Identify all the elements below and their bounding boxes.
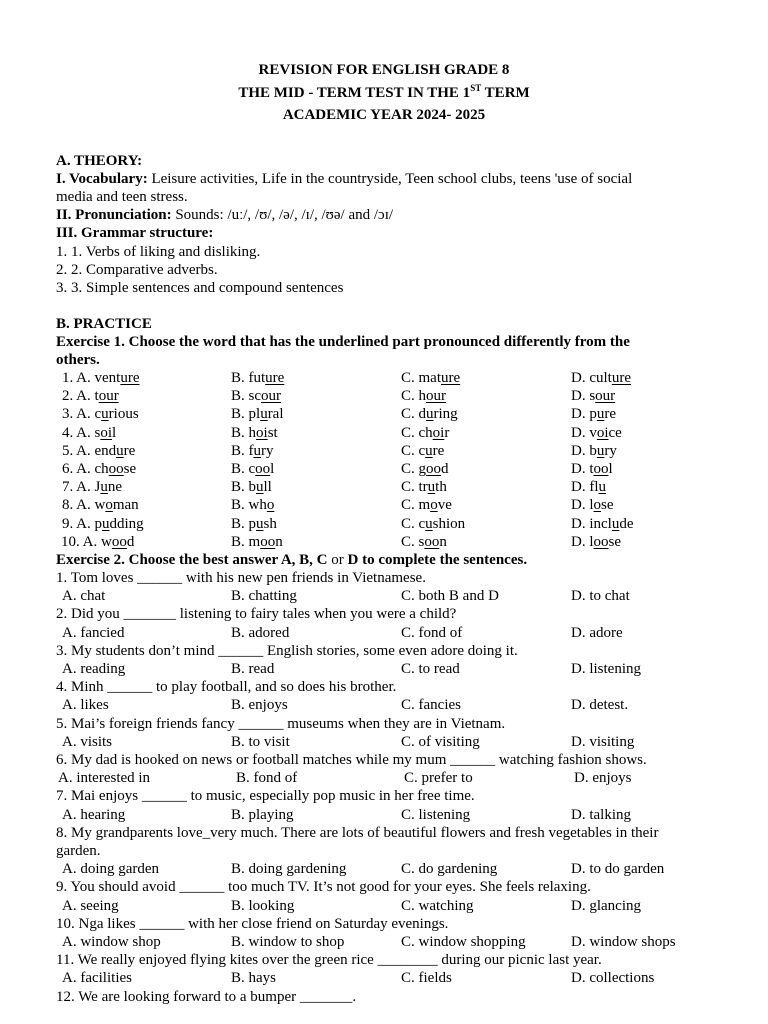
- option-text: 6. A. ch: [62, 461, 109, 477]
- exercise1-option: [231, 533, 283, 551]
- answer-option: D. enjoys: [574, 770, 632, 787]
- option-text: C. m: [401, 497, 431, 514]
- option-text-tail: ll: [263, 479, 272, 496]
- exercise2-title-part1: Exercise 2. Choose the best answer A, B, C: [56, 552, 328, 568]
- option-text: C. h: [401, 388, 427, 405]
- doc-title-line3: ACADEMIC YEAR 2024- 2025: [282, 107, 486, 123]
- underlined-part: u: [256, 515, 264, 532]
- underlined-part: u: [100, 479, 108, 496]
- exercise1-option: [401, 496, 452, 514]
- question-text: 11. We really enjoyed flying kites over the green rice ________ during our picnic last year.: [56, 952, 602, 969]
- underlined-part: oo: [593, 533, 609, 550]
- option-text: 1. A. vent: [62, 370, 121, 386]
- underlined-part: ure: [265, 370, 285, 386]
- exercise1-option: [571, 387, 615, 405]
- underlined-part: our: [426, 388, 447, 405]
- option-text-tail: l: [270, 461, 275, 477]
- option-text-tail: re: [604, 406, 616, 423]
- answer-option: C. fields: [401, 970, 452, 987]
- exercise1-option: [62, 515, 144, 533]
- question-text-cont: garden.: [56, 843, 101, 859]
- underlined-part: ure: [120, 370, 140, 386]
- option-text: B. sc: [231, 388, 261, 405]
- grammar-item: 1. 1. Verbs of liking and disliking.: [56, 244, 261, 260]
- exercise1-option: [401, 424, 449, 442]
- exercise1-option: [231, 387, 281, 405]
- question-text: 10. Nga likes ______ with her close friend on Saturday evenings.: [56, 915, 449, 932]
- underlined-part: oo: [108, 461, 124, 477]
- title-line2-text: THE MID - TERM TEST IN THE 1: [238, 85, 471, 101]
- underlined-part: u: [253, 442, 261, 459]
- exercise1-option: [571, 424, 622, 442]
- option-text: B. m: [231, 533, 261, 550]
- grammar-item: 2. 2. Comparative adverbs.: [56, 262, 218, 278]
- answer-option: D. adore: [571, 624, 623, 641]
- option-text: D. l: [571, 533, 594, 550]
- vocabulary-label: I. Vocabulary:: [56, 171, 148, 187]
- option-text-tail: re: [123, 442, 136, 459]
- exercise1-option: [62, 405, 139, 423]
- underlined-part: u: [427, 479, 436, 496]
- exercise1-option: [401, 405, 458, 423]
- question-text: 4. Minh ______ to play football, and so does his brother.: [56, 679, 397, 696]
- option-text: C. c: [401, 442, 426, 459]
- option-text: C. s: [401, 533, 425, 550]
- answer-option: A. seeing: [62, 897, 119, 914]
- answer-option: D. talking: [571, 806, 631, 823]
- underlined-part: u: [598, 479, 606, 496]
- answer-option: A. fancied: [62, 624, 125, 641]
- answer-option: A. hearing: [62, 806, 126, 823]
- underlined-part: our: [261, 388, 281, 405]
- exercise1-option: [231, 496, 274, 514]
- option-text: C. g: [401, 461, 427, 477]
- exercise1-option: [231, 424, 278, 442]
- answer-option: A. window shop: [62, 934, 161, 950]
- exercise2-title-or: or: [327, 552, 348, 568]
- answer-option: D. collections: [571, 970, 655, 987]
- exercise1-option: [571, 478, 606, 496]
- option-text: D. cult: [571, 370, 612, 386]
- answer-option: B. enjoys: [231, 697, 288, 714]
- exercise1-option: [61, 533, 134, 551]
- option-text: D. fl: [571, 479, 599, 496]
- exercise2-title-part2: D to complete the sentences.: [347, 552, 528, 568]
- underlined-part: u: [260, 406, 268, 423]
- exercise2-title: [56, 551, 527, 569]
- exercise1-option: [231, 369, 284, 387]
- underlined-part: u: [611, 515, 620, 532]
- exercise1-option: [571, 496, 614, 514]
- answer-option: A. chat: [62, 588, 106, 605]
- answer-option: B. playing: [231, 806, 294, 823]
- underlined-part: our: [595, 388, 616, 405]
- exercise1-option: [62, 478, 122, 496]
- option-text: C. mat: [401, 370, 441, 386]
- answer-option: A. facilities: [62, 970, 132, 987]
- answer-option: B. read: [231, 661, 275, 677]
- answer-option: A. reading: [62, 661, 126, 677]
- underlined-part: our: [98, 388, 119, 405]
- exercise1-option: [571, 369, 631, 387]
- option-text-tail: se: [608, 533, 621, 550]
- option-text-tail: ve: [437, 497, 452, 514]
- answer-option: C. do gardening: [401, 861, 498, 878]
- pronunciation-text: Sounds: /uː/, /ʊ/, /ə/, /ɪ/, /ʊə/ and /ɔɪ/: [171, 207, 394, 223]
- option-text-tail: sh: [263, 515, 277, 532]
- underlined-part: oo: [260, 533, 276, 550]
- exercise1-option: [571, 515, 634, 533]
- answer-option: C. prefer to: [404, 770, 473, 787]
- answer-option: D. to do garden: [571, 861, 665, 878]
- option-text: 3. A. c: [62, 406, 102, 423]
- option-text-tail: rious: [108, 406, 139, 423]
- underlined-part: u: [256, 479, 264, 496]
- exercise1-option: [62, 369, 140, 387]
- answer-option: B. hays: [231, 970, 276, 987]
- question-text: 2. Did you _______ listening to fairy tales when you were a child?: [56, 606, 457, 623]
- option-text-tail: n: [439, 533, 447, 550]
- option-text: B. f: [231, 442, 254, 459]
- exercise1-option: [231, 460, 274, 478]
- option-text: 10. A. w: [61, 533, 112, 550]
- exercise1-option: [231, 478, 272, 496]
- exercise1-option: [62, 387, 119, 405]
- question-text: 3. My students don’t mind ______ English stories, some even adore doing it.: [56, 642, 518, 659]
- answer-option: C. fancies: [401, 697, 461, 714]
- underlined-part: u: [596, 442, 605, 459]
- answer-option: D. glancing: [571, 897, 641, 914]
- answer-option: C. both B and D: [401, 588, 499, 605]
- answer-option: A. visits: [62, 733, 113, 750]
- option-text-tail: ral: [267, 406, 284, 423]
- option-text-tail: ring: [433, 406, 458, 423]
- option-text: 9. A. p: [62, 515, 103, 532]
- underlined-part: oo: [111, 533, 127, 550]
- option-text: D. v: [571, 424, 597, 441]
- option-text: B. h: [231, 424, 257, 441]
- answer-option: D. detest.: [571, 697, 629, 714]
- answer-option: C. window shopping: [401, 934, 526, 950]
- option-text-tail: ry: [604, 442, 617, 459]
- option-text-tail: se: [601, 497, 614, 514]
- option-text-tail: se: [123, 461, 137, 477]
- option-text: B. wh: [231, 497, 267, 514]
- vocabulary-text: Leisure activities, Life in the countryside, Teen school clubs, teens 'use of social: [147, 171, 633, 187]
- pronunciation-label: II. Pronunciation:: [56, 207, 172, 223]
- option-text-tail: n: [275, 533, 283, 550]
- exercise1-option: [62, 442, 135, 460]
- option-text: D. b: [571, 442, 597, 459]
- option-text: 8. A. w: [62, 497, 106, 514]
- exercise1-title-cont: others.: [56, 352, 100, 368]
- exercise1-option: [401, 387, 446, 405]
- option-text: C. tr: [401, 479, 428, 496]
- underlined-part: u: [425, 442, 433, 459]
- underlined-part: o: [105, 497, 113, 514]
- option-text: 4. A. s: [62, 424, 101, 441]
- underlined-part: u: [101, 406, 109, 423]
- exercise1-option: [571, 442, 617, 460]
- pronunciation-line: [56, 206, 393, 224]
- option-text: B. b: [231, 479, 257, 496]
- answer-option: B. to visit: [231, 733, 290, 750]
- option-text: C. c: [401, 515, 426, 532]
- underlined-part: ure: [441, 370, 461, 386]
- answer-option: C. watching: [401, 897, 474, 914]
- title-superscript: ST: [470, 83, 482, 93]
- option-text-tail: ce: [608, 424, 622, 441]
- question-text: 6. My dad is hooked on news or football matches while my mum ______ watching fashion shows.: [56, 752, 647, 768]
- grammar-heading: III. Grammar structure:: [56, 225, 214, 241]
- option-text: D. p: [571, 406, 597, 423]
- option-text-tail: l: [112, 424, 117, 441]
- answer-option: C. listening: [401, 806, 471, 823]
- practice-heading: B. PRACTICE: [56, 316, 152, 332]
- doc-title-line2: [0, 84, 768, 102]
- exercise1-option: [231, 515, 277, 533]
- option-text-tail: d: [441, 461, 449, 477]
- answer-option: B. fond of: [236, 770, 298, 787]
- option-text-tail: r: [444, 424, 450, 441]
- underlined-part: oo: [593, 461, 609, 477]
- exercise1-option: [571, 405, 616, 423]
- exercise1-title: Exercise 1. Choose the word that has the underlined part pronounced differently from the: [56, 334, 630, 350]
- question-text: 5. Mai’s foreign friends fancy ______ museums when they are in Vietnam.: [56, 715, 506, 732]
- exercise1-option: [401, 460, 449, 478]
- exercise1-option: [231, 442, 274, 460]
- underlined-part: oi: [256, 424, 268, 441]
- option-text-tail: st: [267, 424, 278, 441]
- answer-option: B. doing gardening: [231, 861, 347, 878]
- underlined-part: oo: [424, 533, 440, 550]
- theory-heading: A. THEORY:: [56, 153, 143, 169]
- option-text: B. pl: [231, 406, 261, 423]
- option-text-tail: d: [126, 533, 135, 550]
- option-text-tail: l: [608, 461, 613, 477]
- exercise1-option: [231, 405, 284, 423]
- option-text: C. ch: [401, 424, 433, 441]
- underlined-part: o: [593, 497, 601, 514]
- doc-title-line1: REVISION FOR ENGLISH GRADE 8: [258, 62, 510, 78]
- underlined-part: u: [116, 442, 124, 459]
- option-text: B. fut: [231, 370, 266, 386]
- answer-option: B. adored: [231, 624, 290, 641]
- underlined-part: oo: [426, 461, 442, 477]
- underlined-part: o: [266, 497, 275, 514]
- option-text-tail: re: [432, 442, 445, 459]
- underlined-part: oi: [596, 424, 609, 441]
- option-text: D. t: [571, 461, 594, 477]
- question-text: 7. Mai enjoys ______ to music, especially pop music in her free time.: [56, 788, 475, 805]
- option-text-tail: ne: [107, 479, 123, 496]
- vocabulary-line: [56, 170, 632, 188]
- option-text: D. l: [571, 497, 594, 514]
- option-text: B. p: [231, 515, 257, 532]
- option-text: 7. A. J: [62, 479, 101, 496]
- answer-option: C. to read: [401, 661, 460, 677]
- option-text-tail: de: [619, 515, 634, 532]
- answer-option: D. to chat: [571, 588, 630, 605]
- exercise1-option: [401, 478, 447, 496]
- underlined-part: u: [426, 406, 434, 423]
- option-text-tail: ry: [261, 442, 274, 459]
- option-text-tail: man: [112, 497, 139, 514]
- exercise1-option: [401, 533, 447, 551]
- option-text: C. d: [401, 406, 427, 423]
- grammar-item: 3. 3. Simple sentences and compound sentences: [56, 280, 344, 296]
- answer-option: A. doing garden: [62, 861, 160, 878]
- question-text: 9. You should avoid ______ too much TV. It’s not good for your eyes. She feels relaxing.: [56, 879, 591, 896]
- question-text: 12. We are looking forward to a bumper _______.: [56, 988, 357, 1005]
- option-text-tail: dding: [109, 515, 144, 532]
- answer-option: B. window to shop: [231, 934, 345, 950]
- underlined-part: oi: [100, 424, 113, 441]
- exercise1-option: [571, 533, 621, 551]
- answer-option: D. listening: [571, 661, 641, 677]
- option-text: D. incl: [571, 515, 612, 532]
- exercise1-option: [401, 515, 465, 533]
- answer-option: A. interested in: [58, 770, 151, 787]
- underlined-part: u: [102, 515, 110, 532]
- option-text: B. c: [231, 461, 256, 477]
- option-text-tail: th: [435, 479, 447, 496]
- underlined-part: o: [430, 497, 438, 514]
- underlined-part: u: [425, 515, 433, 532]
- vocabulary-line2: media and teen stress.: [56, 189, 188, 205]
- question-text: 8. My grandparents love_very much. There are lots of beautiful flowers and fresh vegetables in their: [56, 824, 659, 841]
- underlined-part: oo: [255, 461, 271, 477]
- exercise1-option: [401, 369, 460, 387]
- exercise1-option: [401, 442, 444, 460]
- exercise1-option: [62, 496, 139, 514]
- question-text: 1. Tom loves ______ with his new pen friends in Vietnamese.: [56, 570, 426, 586]
- underlined-part: oi: [432, 424, 445, 441]
- exercise1-option: [62, 460, 136, 478]
- answer-option: B. chatting: [231, 588, 297, 605]
- answer-option: D. window shops: [571, 934, 676, 950]
- title-line2-tail: TERM: [481, 85, 530, 101]
- option-text: 2. A. t: [62, 388, 99, 405]
- underlined-part: u: [596, 406, 605, 423]
- option-text: D. s: [571, 388, 596, 405]
- answer-option: D. visiting: [571, 733, 635, 750]
- option-text-tail: shion: [432, 515, 466, 532]
- option-text: 5. A. end: [62, 442, 117, 459]
- answer-option: C. of visiting: [401, 733, 480, 750]
- exercise1-option: [62, 424, 116, 442]
- exercise1-option: [571, 460, 613, 478]
- answer-option: B. looking: [231, 897, 295, 914]
- underlined-part: ure: [611, 370, 631, 386]
- answer-option: A. likes: [62, 697, 109, 714]
- answer-option: C. fond of: [401, 624, 463, 641]
